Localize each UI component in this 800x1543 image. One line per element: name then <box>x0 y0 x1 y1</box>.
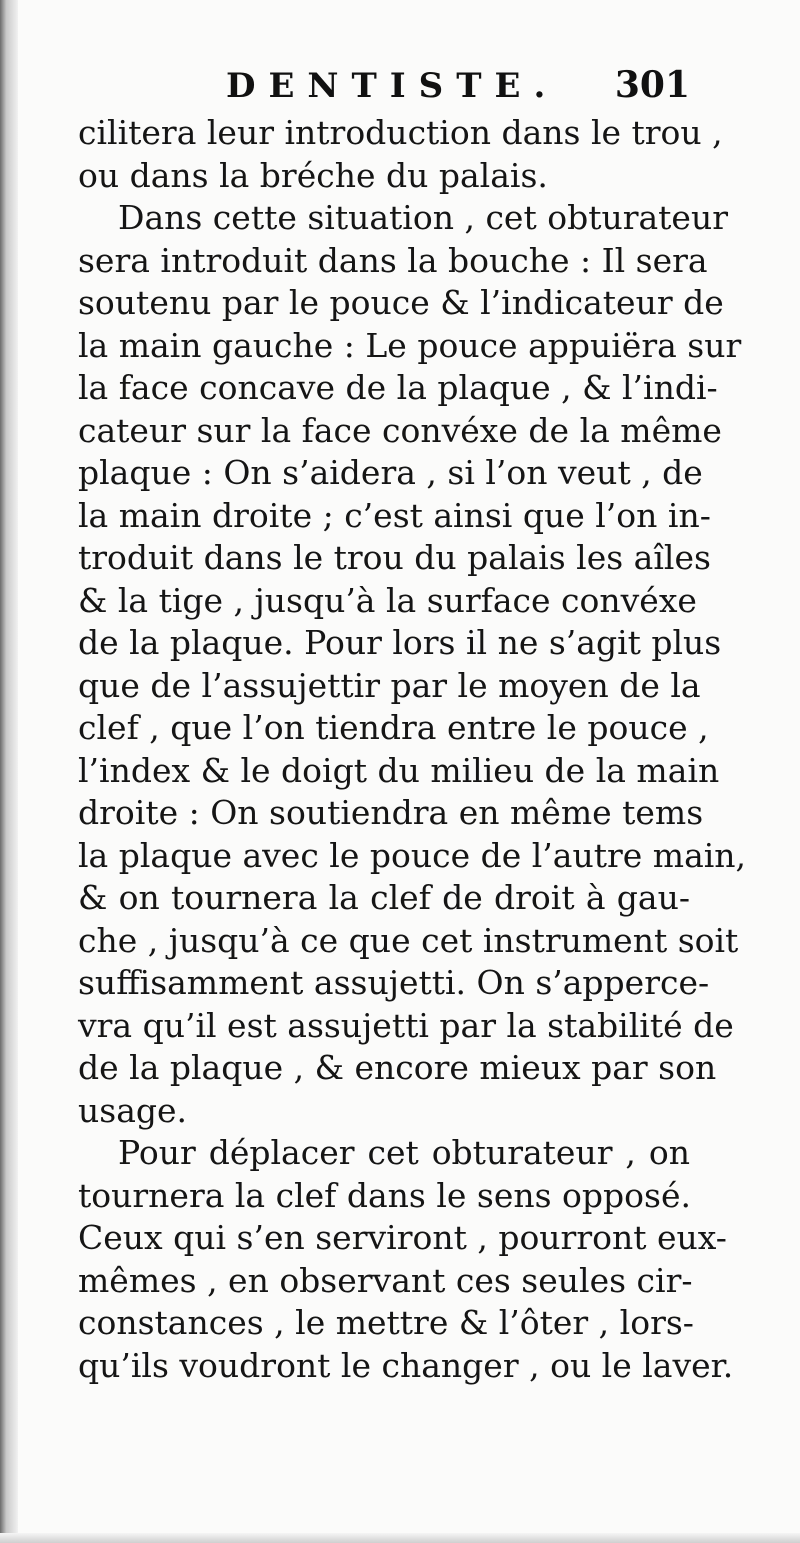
text-line: plaque : On s’aidera , si l’on veut , de <box>78 453 703 492</box>
text-line: la face concave de la plaque , & l’indi- <box>78 368 718 407</box>
text-line: & on tournera la clef de droit à gau- <box>78 878 690 917</box>
page-bottom-edge <box>0 1533 800 1543</box>
text-line: suffisamment assujetti. On s’apperce- <box>78 963 710 1002</box>
text-line: che , jusqu’à ce que cet instrument soit <box>78 920 739 960</box>
text-line: que de l’assujettir par le moyen de la <box>78 665 701 705</box>
text-line: & la tige , jusqu’à la surface convéxe <box>78 580 697 620</box>
text-line: l’index & le doigt du milieu de la main <box>78 750 720 790</box>
text-line: vra qu’il est assujetti par la stabilité de <box>78 1005 734 1045</box>
page-gutter-shadow <box>0 0 18 1543</box>
text-line: Pour déplacer cet obturateur , on <box>118 1133 690 1172</box>
paragraph <box>78 197 747 1132</box>
text-line: Dans cette situation , cet obturateur <box>118 198 728 237</box>
page-header <box>78 60 690 112</box>
text-line: constances , le mettre & l’ôter , lors- <box>78 1303 694 1342</box>
page-number: 301 <box>614 64 690 106</box>
text-line: ou dans la bréche du palais. <box>78 155 548 195</box>
text-line: tournera la clef dans le sens opposé. <box>78 1175 691 1215</box>
paragraph <box>78 112 723 197</box>
text-line: la plaque avec le pouce de l’autre main, <box>78 835 747 875</box>
text-line: de la plaque. Pour lors il ne s’agit plus <box>78 623 722 662</box>
text-line: sera introduit dans la bouche : Il sera <box>78 240 708 280</box>
text-line: Ceux qui s’en serviront , pourront eux- <box>78 1218 727 1257</box>
text-line: la main droite ; c’est ainsi que l’on in- <box>78 495 711 535</box>
text-line: soutenu par le pouce & l’indicateur de <box>78 283 724 322</box>
text-line: mêmes , en observant ces seules cir- <box>78 1260 693 1300</box>
text-line: usage. <box>78 1090 188 1130</box>
body-text <box>78 112 747 1387</box>
text-line: de la plaque , & encore mieux par son <box>78 1048 717 1087</box>
text-line: qu’ils voudront le changer , ou le laver. <box>78 1345 734 1385</box>
text-line: troduit dans le trou du palais les aîles <box>78 538 711 577</box>
text-line: cilitera leur introduction dans le trou , <box>78 113 723 152</box>
text-line: la main gauche : Le pouce appuiëra sur <box>78 325 742 365</box>
text-line: clef , que l’on tiendra entre le pouce , <box>78 708 709 747</box>
paragraph <box>78 1132 734 1387</box>
text-line: droite : On soutiendra en même tems <box>78 793 704 832</box>
text-line: cateur sur la face convéxe de la même <box>78 410 722 450</box>
running-head: DENTISTE. <box>226 66 559 106</box>
